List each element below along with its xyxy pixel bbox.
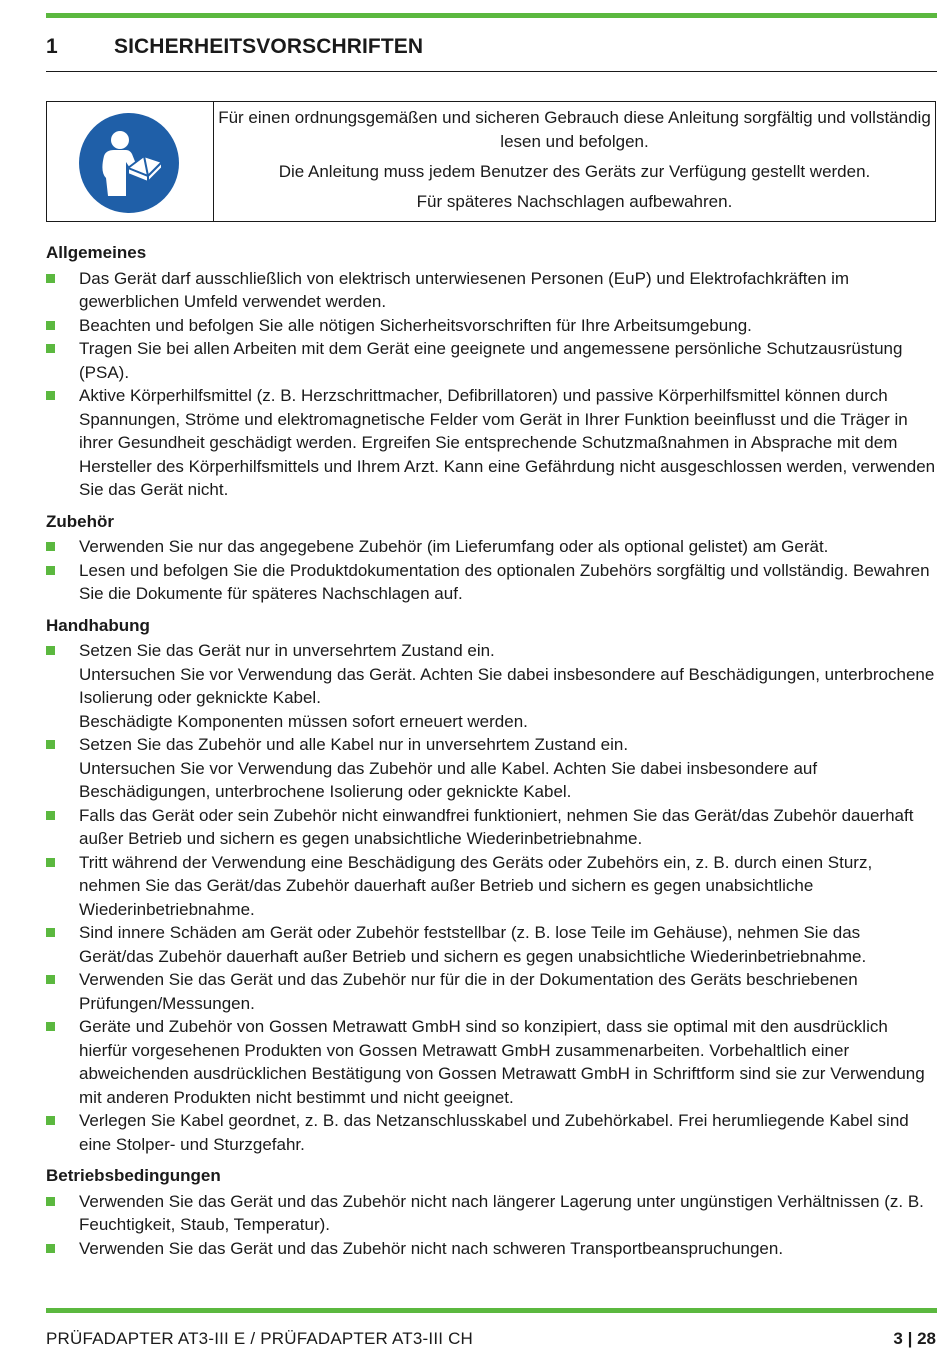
section-heading: Zubehör — [46, 511, 114, 531]
list-item — [46, 851, 936, 922]
bullet-list — [46, 1190, 936, 1261]
list-item-text: Verwenden Sie nur das angegebene Zubehör (im Lieferumfang oder als optional gelistet) am Gerät. — [79, 537, 829, 556]
notice-text — [214, 106, 935, 220]
list-item-text: Falls das Gerät oder sein Zubehör nicht einwandfrei funktioniert, nehmen Sie das Gerät/das Zubehör dauerhaft außer Betrieb und sichern es gegen unabsichtliche Wiederinbetriebnahme. — [79, 805, 914, 848]
square-bullet-icon — [46, 274, 55, 283]
section-heading: Handhabung — [46, 615, 150, 635]
list-item — [46, 267, 936, 314]
list-item-text: Tragen Sie bei allen Arbeiten mit dem Gerät eine geeignete und angemessene persönliche Schutzausrüstung (PSA). — [79, 339, 903, 382]
list-item — [46, 1015, 936, 1109]
list-item-text: Aktive Körperhilfsmittel (z. B. Herzschrittmacher, Defibrillatoren) und passive Körperhilfsmittel können durch Spannungen, Ströme und elektromagnetische Felder vom Gerät in Ihrer Funktion beeinflusst und die Träger in ihrer Gesundheit geschädigt werden. Ergreifen Sie entsprechende Schutzmaßnahmen in Absprache mit dem Hersteller des Körperhilfsmittels und Ihrem Arzt. Kann eine Gefährdung nicht ausgeschlossen werden, verwenden Sie das Gerät nicht. — [79, 386, 936, 499]
list-item-text: Verwenden Sie das Gerät und das Zubehör nicht nach längerer Lagerung unter ungünstigen Verhältnissen (z. B. Feuchtigkeit, Staub, Temperatur). — [79, 1191, 924, 1234]
square-bullet-icon — [46, 1197, 55, 1206]
list-item-text: Tritt während der Verwendung eine Beschädigung des Geräts oder Zubehörs ein, z. B. durch einen Sturz, nehmen Sie das Gerät/das Zubehör dauerhaft außer Betrieb und sichern es gegen unabsichtliche Wiederinbetriebnahme. — [79, 852, 873, 919]
square-bullet-icon — [46, 542, 55, 551]
notice-line: Für einen ordnungsgemäßen und sicheren Gebrauch diese Anleitung sorgfältig und vollständig lesen und befolgen. — [218, 108, 931, 151]
square-bullet-icon — [46, 646, 55, 655]
square-bullet-icon — [46, 344, 55, 353]
list-item-text: Verwenden Sie das Gerät und das Zubehör nicht nach schweren Transportbeanspruchungen. — [79, 1238, 784, 1258]
square-bullet-icon — [46, 1244, 55, 1253]
section-heading: Betriebsbedingungen — [46, 1166, 221, 1185]
square-bullet-icon — [46, 1022, 55, 1031]
list-item — [46, 1237, 936, 1261]
list-item — [46, 804, 936, 851]
square-bullet-icon — [46, 566, 55, 575]
bullet-list — [46, 535, 936, 606]
list-item-text: Das Gerät darf ausschließlich von elektrisch unterwiesenen Personen (EuP) und Elektrofachkräften im gewerblichen Umfeld verwendet werden. — [79, 268, 850, 311]
list-item-text: Setzen Sie das Gerät nur in unversehrtem Zustand ein. — [79, 641, 495, 660]
list-item — [46, 559, 936, 606]
list-item-text: Beachten und befolgen Sie alle nötigen Sicherheitsvorschriften für Ihre Arbeitsumgebung. — [79, 315, 752, 335]
list-item-text: Verwenden Sie das Gerät und das Zubehör nur für die in der Dokumentation des Geräts beschriebenen Prüfungen/Messungen. — [79, 970, 858, 1013]
list-item-text: Geräte und Zubehör von Gossen Metrawatt GmbH sind so konzipiert, dass sie optimal mit den ausdrücklich hierfür vorgesehenen Produkten von Gossen Metrawatt GmbH zusammenarbeiten. Vorbehaltlich einer abweichenden ausdrücklichen Bestätigung von Gossen Metrawatt GmbH in Schriftform sind sie zur Verwendung mit anderen Produkten nicht bestimmt und nicht geeignet. — [79, 1017, 925, 1107]
safety-content — [46, 241, 936, 1260]
list-item — [46, 1109, 936, 1156]
square-bullet-icon — [46, 740, 55, 749]
list-item-text: Setzen Sie das Zubehör und alle Kabel nur in unversehrtem Zustand ein. — [79, 735, 629, 754]
list-item — [46, 1190, 936, 1237]
square-bullet-icon — [46, 1116, 55, 1125]
chapter-title: SICHERHEITSVORSCHRIFTEN — [114, 35, 424, 58]
list-item-text: Verlegen Sie Kabel geordnet, z. B. das Netzanschlusskabel und Zubehörkabel. Frei herumliegende Kabel sind eine Stolper- und Sturzgefahr. — [79, 1111, 909, 1154]
list-item-text: Sind innere Schäden am Gerät oder Zubehör feststellbar (z. B. lose Teile im Gehäuse), nehmen Sie das Gerät/das Zubehör dauerhaft außer Betrieb und sichern es gegen unabsichtliche Wiederinbetriebnahme. — [79, 923, 867, 966]
footer-title: PRÜFADAPTER AT3-III E / PRÜFADAPTER AT3-III CH — [46, 1329, 474, 1348]
square-bullet-icon — [46, 811, 55, 820]
list-item-text: Untersuchen Sie vor Verwendung das Gerät. Achten Sie dabei insbesondere auf Beschädigungen, unterbrochene Isolierung oder geknickte Kabel. — [79, 664, 935, 707]
section-heading: Allgemeines — [46, 243, 147, 262]
square-bullet-icon — [46, 321, 55, 330]
list-item — [46, 639, 936, 733]
square-bullet-icon — [46, 858, 55, 867]
square-bullet-icon — [46, 391, 55, 400]
bottom-rule — [46, 1308, 937, 1313]
read-manual-notice — [46, 101, 936, 222]
notice-line: Die Anleitung muss jedem Benutzer des Geräts zur Verfügung gestellt werden. — [278, 162, 871, 181]
list-item — [46, 968, 936, 1015]
chapter-number: 1 — [46, 35, 58, 58]
list-item — [46, 921, 936, 968]
page-number: 3 | 28 — [893, 1329, 936, 1348]
bullet-list — [46, 267, 936, 502]
chapter-header — [46, 33, 937, 72]
list-item — [46, 384, 936, 502]
list-item-text: Lesen und befolgen Sie die Produktdokumentation des optionalen Zubehörs sorgfältig und vollständig. Bewahren Sie die Dokumente für späteres Nachschlagen auf. — [79, 560, 930, 603]
square-bullet-icon — [46, 975, 55, 984]
top-rule — [46, 13, 937, 18]
list-item-text: Beschädigte Komponenten müssen sofort erneuert werden. — [79, 711, 528, 731]
list-item — [46, 535, 936, 559]
square-bullet-icon — [46, 928, 55, 937]
bullet-list — [46, 639, 936, 1156]
list-item — [46, 337, 936, 384]
notice-line: Für späteres Nachschlagen aufbewahren. — [416, 192, 733, 211]
notice-icon-cell — [47, 102, 214, 221]
list-item — [46, 314, 936, 338]
list-item — [46, 733, 936, 804]
list-item-text: Untersuchen Sie vor Verwendung das Zubehör und alle Kabel. Achten Sie dabei insbesondere auf Beschädigungen, unterbrochene Isolierung oder geknickte Kabel. — [79, 758, 818, 801]
read-manual-icon — [78, 112, 180, 214]
